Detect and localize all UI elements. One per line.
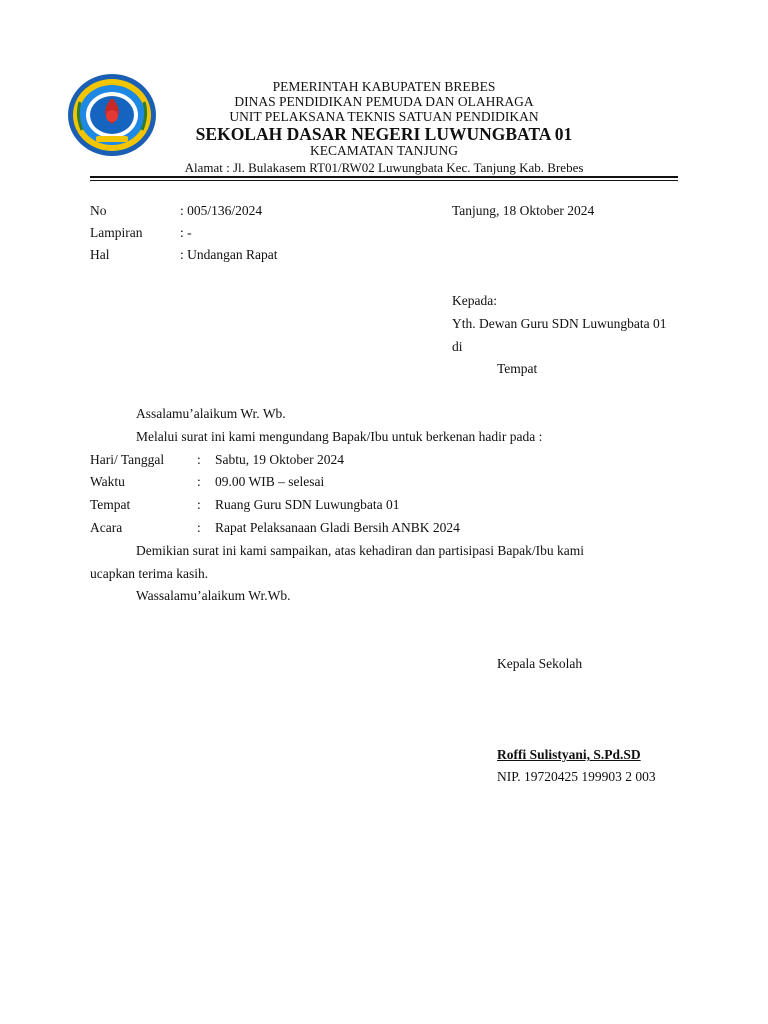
farewell: Wassalamu’alaikum Wr.Wb.: [136, 588, 291, 603]
signature-title: Kepala Sekolah: [497, 656, 583, 671]
recipient-place: Tempat: [497, 361, 538, 376]
district-name: KECAMATAN TANJUNG: [310, 143, 458, 158]
recipient-di: di: [452, 339, 463, 354]
hal-label: Hal: [90, 247, 110, 262]
greeting: Assalamu’alaikum Wr. Wb.: [136, 406, 286, 421]
signature-name: Roffi Sulistyani, S.Pd.SD: [497, 747, 641, 762]
detail-value-time: 09.00 WIB – selesai: [215, 474, 325, 489]
detail-label-day: Hari/ Tanggal: [90, 452, 165, 467]
detail-value-place: Ruang Guru SDN Luwungbata 01: [215, 497, 400, 512]
letterhead-divider-thin: [90, 180, 678, 181]
letterhead-line-1: PEMERINTAH KABUPATEN BREBES: [272, 79, 496, 94]
closing-line-1: Demikian surat ini kami sampaikan, atas kehadiran dan partisipasi Bapak/Ibu kami: [136, 543, 584, 558]
lampiran-label: Lampiran: [90, 225, 143, 240]
school-address: Alamat : Jl. Bulakasem RT01/RW02 Luwungbata Kec. Tanjung Kab. Brebes: [184, 160, 584, 175]
detail-colon-event: :: [197, 520, 201, 535]
letterhead-line-2: DINAS PENDIDIKAN PEMUDA DAN OLAHRAGA: [234, 94, 534, 109]
detail-colon-day: :: [197, 452, 201, 467]
intro-text: Melalui surat ini kami mengundang Bapak/Ibu untuk berkenan hadir pada :: [136, 429, 543, 444]
detail-label-time: Waktu: [90, 474, 125, 489]
signature-nip: NIP. 19720425 199903 2 003: [497, 769, 656, 784]
letterhead-divider-thick: [90, 176, 678, 178]
recipient-kepada: Kepada:: [452, 293, 497, 308]
closing-line-2: ucapkan terima kasih.: [90, 566, 209, 581]
recipient-to: Yth. Dewan Guru SDN Luwungbata 01: [452, 316, 667, 331]
letter-date: Tanjung, 18 Oktober 2024: [452, 203, 595, 218]
lampiran-value: : -: [180, 225, 192, 240]
detail-value-day: Sabtu, 19 Oktober 2024: [215, 452, 344, 467]
hal-value: : Undangan Rapat: [180, 247, 278, 262]
no-label: No: [90, 203, 107, 218]
detail-colon-place: :: [197, 497, 201, 512]
detail-label-event: Acara: [90, 520, 123, 535]
letterhead-line-3: UNIT PELAKSANA TEKNIS SATUAN PENDIDIKAN: [229, 109, 539, 124]
detail-label-place: Tempat: [90, 497, 131, 512]
detail-colon-time: :: [197, 474, 201, 489]
no-value: : 005/136/2024: [180, 203, 263, 218]
school-name: SEKOLAH DASAR NEGERI LUWUNGBATA 01: [195, 124, 573, 144]
detail-value-event: Rapat Pelaksanaan Gladi Bersih ANBK 2024: [215, 520, 460, 535]
